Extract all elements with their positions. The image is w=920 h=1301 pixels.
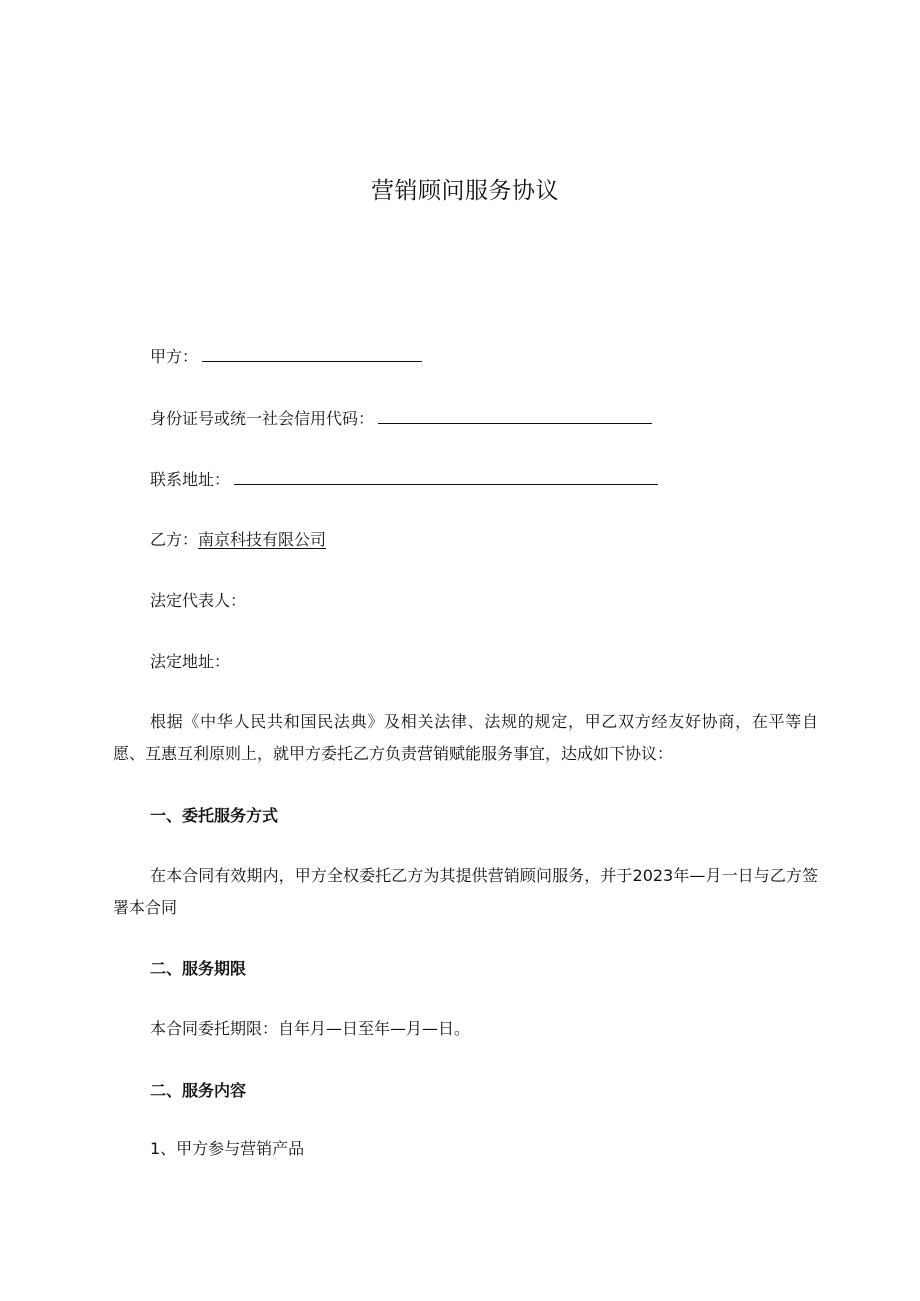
id-code-blank[interactable] [378,406,652,424]
party-b-label: 乙方： [150,530,199,549]
party-b-name: 南京科技有限公司 [198,530,327,549]
legal-address-line [150,650,230,674]
section3-heading: 二、服务内容 [150,1081,247,1100]
contact-address-line [150,467,658,492]
party-a-line [150,344,422,369]
legal-address-label: 法定地址： [150,652,231,671]
section2-heading: 二、服务期限 [150,959,247,978]
party-b-line [150,528,326,552]
legal-rep-line [150,589,246,613]
id-code-line [150,406,652,431]
section1-paragraph: 在本合同有效期内，甲方全权委托乙方为其提供营销顾问服务，并于2023年—月一日与乙方签署本合同 [113,866,818,917]
contact-address-label: 联系地址： [150,470,231,489]
document-title: 营销顾问服务协议 [371,178,559,204]
party-a-blank[interactable] [202,344,422,362]
section2-paragraph: 本合同委托期限：自年月—日至年—月—日。 [150,1019,471,1038]
section1-heading: 一、委托服务方式 [150,806,279,825]
legal-rep-label: 法定代表人： [150,591,247,610]
preamble-paragraph: 根据《中华人民共和国民法典》及相关法律、法规的规定，甲乙双方经友好协商，在平等自愿、互惠互利原则上，就甲方委托乙方负责营销赋能服务事宜，达成如下协议： [113,712,818,763]
party-a-label: 甲方： [150,347,199,366]
contact-address-blank[interactable] [234,467,658,485]
id-code-label: 身份证号或统一社会信用代码： [150,409,375,428]
section3-item-1: 1、甲方参与营销产品 [150,1139,305,1158]
